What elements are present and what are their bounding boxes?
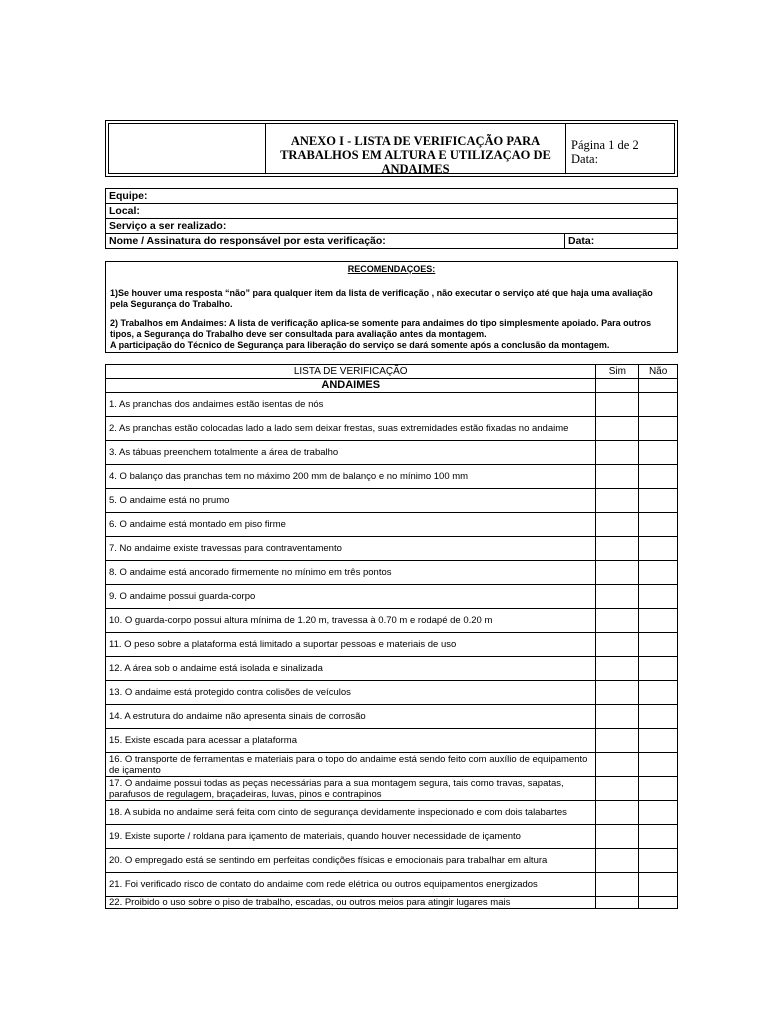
checklist-item-text: 5. O andaime está no prumo <box>106 489 596 513</box>
checklist-item-text: 15. Existe escada para acessar a plataforma <box>106 729 596 753</box>
checklist-item-text: 12. A área sob o andaime está isolada e sinalizada <box>106 657 596 681</box>
logo-area <box>109 124 266 173</box>
title-line-2: TRABALHOS EM ALTURA E UTILIZAÇAO DE <box>280 148 551 162</box>
nao-checkbox-cell[interactable] <box>639 513 678 537</box>
nao-checkbox-cell[interactable] <box>639 681 678 705</box>
checklist-header: LISTA DE VERIFICAÇÃO <box>106 365 596 379</box>
checklist-item-text: 19. Existe suporte / roldana para içamento de materiais, quando houver necessidade de içamento <box>106 825 596 849</box>
page-info <box>566 124 674 173</box>
sim-checkbox-cell[interactable] <box>596 609 639 633</box>
checklist-item-text: 3. As tábuas preenchem totalmente a área de trabalho <box>106 441 596 465</box>
checklist-item-text: 1. As pranchas dos andaimes estão isentas de nós <box>106 393 596 417</box>
nao-checkbox-cell[interactable] <box>639 633 678 657</box>
checklist-table <box>105 364 678 909</box>
sim-checkbox-cell[interactable] <box>596 633 639 657</box>
checklist-item-text: 10. O guarda-corpo possui altura mínima de 1.20 m, travessa à 0.70 m e rodapé de 0.20 m <box>106 609 596 633</box>
document-title <box>266 124 566 176</box>
section-nao-cell <box>639 379 678 393</box>
page-number: Página 1 de 2 <box>571 138 639 152</box>
nao-checkbox-cell[interactable] <box>639 777 678 801</box>
checklist-item-text: 9. O andaime possui guarda-corpo <box>106 585 596 609</box>
recommendation-3: A participação do Técnico de Segurança para liberação do serviço se dará somente após a conclusão da montagem. <box>110 340 610 350</box>
nao-checkbox-cell[interactable] <box>639 561 678 585</box>
sim-checkbox-cell[interactable] <box>596 729 639 753</box>
nao-checkbox-cell[interactable] <box>639 729 678 753</box>
nao-checkbox-cell[interactable] <box>639 585 678 609</box>
checklist-row <box>106 873 678 897</box>
responsavel-field[interactable]: Nome / Assinatura do responsável por esta verificação: <box>106 234 565 249</box>
checklist-row <box>106 801 678 825</box>
checklist-row <box>106 897 678 909</box>
header-date: Data: <box>571 152 599 166</box>
checklist-row <box>106 777 678 801</box>
checklist-item-text: 16. O transporte de ferramentas e materiais para o topo do andaime está sendo feito com auxílio de equipamento de içamento <box>106 753 596 777</box>
data-field[interactable]: Data: <box>565 234 678 249</box>
sim-checkbox-cell[interactable] <box>596 897 639 909</box>
sim-checkbox-cell[interactable] <box>596 585 639 609</box>
sim-checkbox-cell[interactable] <box>596 849 639 873</box>
checklist-item-text: 17. O andaime possui todas as peças necessárias para a sua montagem segura, tais como travas, sapatas, parafusos de regulagem, braçadeiras, luvas, pinos e contrapinos <box>106 777 596 801</box>
checklist-item-text: 22. Proibido o uso sobre o piso de trabalho, escadas, ou outros meios para atingir lugares mais <box>106 897 596 909</box>
sim-checkbox-cell[interactable] <box>596 561 639 585</box>
checklist-row <box>106 729 678 753</box>
checklist-item-text: 8. O andaime está ancorado firmemente no mínimo em três pontos <box>106 561 596 585</box>
nao-checkbox-cell[interactable] <box>639 849 678 873</box>
nao-checkbox-cell[interactable] <box>639 465 678 489</box>
checklist-row <box>106 657 678 681</box>
checklist-row <box>106 489 678 513</box>
sim-checkbox-cell[interactable] <box>596 513 639 537</box>
recommendations-box <box>105 261 678 353</box>
sim-checkbox-cell[interactable] <box>596 777 639 801</box>
checklist-row <box>106 513 678 537</box>
checklist-row <box>106 585 678 609</box>
nao-checkbox-cell[interactable] <box>639 753 678 777</box>
sim-checkbox-cell[interactable] <box>596 681 639 705</box>
title-line-3: ANDAIMES <box>381 162 450 176</box>
sim-checkbox-cell[interactable] <box>596 825 639 849</box>
sim-checkbox-cell[interactable] <box>596 441 639 465</box>
sim-checkbox-cell[interactable] <box>596 657 639 681</box>
sim-checkbox-cell[interactable] <box>596 753 639 777</box>
local-field[interactable]: Local: <box>106 204 678 219</box>
checklist-item-text: 14. A estrutura do andaime não apresenta sinais de corrosão <box>106 705 596 729</box>
sim-checkbox-cell[interactable] <box>596 801 639 825</box>
recommendation-1: 1)Se houver uma resposta “não” para qualquer item da lista de verificação , não executar o serviço até que haja uma avaliação pela Segurança do Trabalho. <box>110 288 653 309</box>
checklist-row <box>106 417 678 441</box>
servico-field[interactable]: Serviço a ser realizado: <box>106 219 678 234</box>
checklist-item-text: 18. A subida no andaime será feita com cinto de segurança devidamente inspecionado e com dois talabartes <box>106 801 596 825</box>
checklist-row <box>106 393 678 417</box>
nao-checkbox-cell[interactable] <box>639 897 678 909</box>
checklist-row <box>106 681 678 705</box>
document-header <box>105 120 678 177</box>
checklist-item-text: 4. O balanço das pranchas tem no máximo 200 mm de balanço e no mínimo 100 mm <box>106 465 596 489</box>
section-sim-cell <box>596 379 639 393</box>
checklist-row <box>106 633 678 657</box>
nao-checkbox-cell[interactable] <box>639 825 678 849</box>
nao-checkbox-cell[interactable] <box>639 393 678 417</box>
section-title: ANDAIMES <box>106 379 596 393</box>
equipe-field[interactable]: Equipe: <box>106 189 678 204</box>
nao-checkbox-cell[interactable] <box>639 609 678 633</box>
info-table <box>105 188 678 249</box>
sim-checkbox-cell[interactable] <box>596 537 639 561</box>
sim-checkbox-cell[interactable] <box>596 417 639 441</box>
sim-checkbox-cell[interactable] <box>596 873 639 897</box>
checklist-row <box>106 465 678 489</box>
nao-checkbox-cell[interactable] <box>639 441 678 465</box>
sim-checkbox-cell[interactable] <box>596 705 639 729</box>
sim-header: Sim <box>596 365 639 379</box>
checklist-row <box>106 753 678 777</box>
nao-header: Não <box>639 365 678 379</box>
nao-checkbox-cell[interactable] <box>639 537 678 561</box>
sim-checkbox-cell[interactable] <box>596 393 639 417</box>
checklist-row <box>106 849 678 873</box>
sim-checkbox-cell[interactable] <box>596 465 639 489</box>
nao-checkbox-cell[interactable] <box>639 705 678 729</box>
checklist-row <box>106 441 678 465</box>
checklist-row <box>106 561 678 585</box>
checklist-item-text: 6. O andaime está montado em piso firme <box>106 513 596 537</box>
nao-checkbox-cell[interactable] <box>639 417 678 441</box>
checklist-item-text: 2. As pranchas estão colocadas lado a lado sem deixar frestas, suas extremidades estão fixadas no andaime <box>106 417 596 441</box>
checklist-row <box>106 705 678 729</box>
checklist-item-text: 21. Foi verificado risco de contato do andaime com rede elétrica ou outros equipamentos energizados <box>106 873 596 897</box>
recommendations-title: RECOMENDAÇOES: <box>347 264 436 274</box>
checklist-item-text: 13. O andaime está protegido contra colisões de veículos <box>106 681 596 705</box>
nao-checkbox-cell[interactable] <box>639 801 678 825</box>
checklist-item-text: 11. O peso sobre a plataforma está limitado a suportar pessoas e materiais de uso <box>106 633 596 657</box>
nao-checkbox-cell[interactable] <box>639 873 678 897</box>
checklist-row <box>106 825 678 849</box>
nao-checkbox-cell[interactable] <box>639 657 678 681</box>
recommendation-2: 2) Trabalhos em Andaimes: A lista de verificação aplica-se somente para andaimes do tipo simplesmente apoiado. Para outros tipos, a Segurança do Trabalho deve ser consultada para avaliação antes da montagem. <box>110 318 652 339</box>
checklist-item-text: 20. O empregado está se sentindo em perfeitas condições físicas e emocionais para trabalhar em altura <box>106 849 596 873</box>
title-line-1: ANEXO I - LISTA DE VERIFICAÇÃO PARA <box>290 134 541 148</box>
sim-checkbox-cell[interactable] <box>596 489 639 513</box>
nao-checkbox-cell[interactable] <box>639 489 678 513</box>
checklist-row <box>106 537 678 561</box>
checklist-item-text: 7. No andaime existe travessas para contraventamento <box>106 537 596 561</box>
checklist-row <box>106 609 678 633</box>
